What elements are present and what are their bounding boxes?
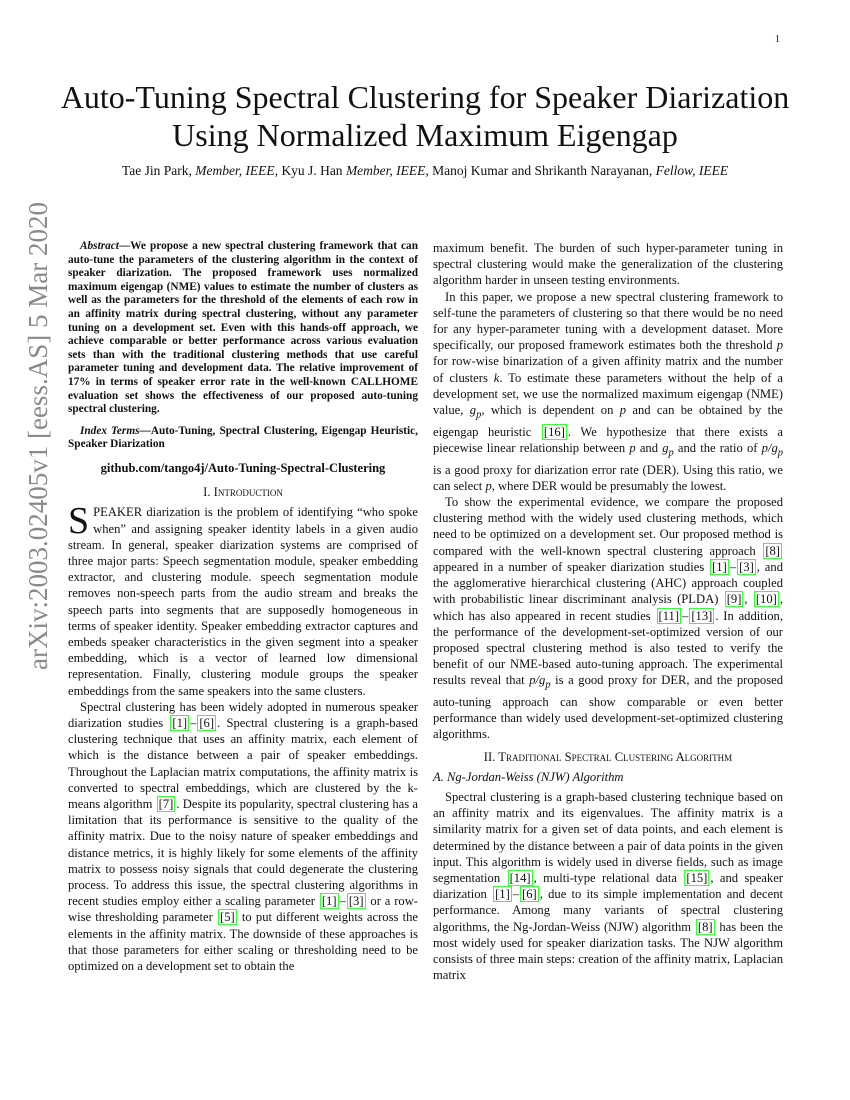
intro-paragraph-2 <box>68 699 418 974</box>
text-run: , which is dependent on <box>481 403 620 418</box>
drop-cap: S <box>68 500 90 543</box>
citation-link[interactable]: [5] <box>220 910 235 925</box>
text-run: has been the most widely used for speaker diarization tasks. The NJW algorithm consists of three main steps: creation of the affinity matrix, Laplacian matrix <box>433 919 783 983</box>
author-3: , Manoj Kumar and Shrikanth Narayanan, <box>425 163 656 178</box>
intro-paragraph-4 <box>433 289 783 494</box>
math-sub-p: p <box>476 409 482 421</box>
intro-paragraph-3: maximum benefit. The burden of such hyper-parameter tuning in spectral clustering would make the generalization of the clustering algorithm harder in unseen testing environments. <box>433 241 783 288</box>
citation-link[interactable]: [7] <box>158 796 174 811</box>
citation-link[interactable]: [3] <box>348 894 364 909</box>
author-1: Tae Jin Park, <box>121 163 196 178</box>
text-run: appeared in a number of speaker diarization studies <box>433 559 710 574</box>
text-run: – <box>682 608 689 623</box>
citation-link[interactable]: [8] <box>697 919 713 934</box>
text-run: – <box>339 894 346 909</box>
paper-title: Auto-Tuning Spectral Clustering for Speaker Diarization Using Normalized Maximum Eigengap <box>60 79 790 153</box>
citation-link[interactable]: [16] <box>543 424 565 439</box>
index-terms-text: —Auto-Tuning, Spectral Clustering, Eigengap Heuristic, Speaker Diarization <box>68 424 418 451</box>
math-p: p <box>485 478 492 493</box>
math-sub-p: p <box>668 447 674 459</box>
subsection-heading-njw: A. Ng-Jordan-Weiss (NJW) Algorithm <box>433 769 624 784</box>
text-run: Spectral clustering has been widely adopted in numerous speaker diarization studies <box>68 699 418 730</box>
text-run: . Spectral clustering is a graph-based clustering technique that uses an affinity matrix, each element of which is the distance between a pair of speaker embeddings. Throughout the Laplacian matrix computations, the affinity matrix is converted to spectral embeddings, which are clustered by the k-means algorithm <box>68 715 418 811</box>
text-run: , and the agglomerative hierarchical clustering (AHC) approach coupled with probabilistic linear discriminant analysis (PLDA) <box>433 559 783 607</box>
text-run: for row-wise binarization of a given affinity matrix and the number of clusters <box>433 354 783 385</box>
citation-link[interactable]: [1] <box>172 715 188 730</box>
author-2-role: Member, IEEE <box>345 163 426 178</box>
text-run: To show the experimental evidence, we compare the proposed clustering method with the widely used clustering methods, which need to be optimized on a development set. Our proposed method is compared with the well-known spectral clustering approach <box>433 495 783 558</box>
math-sub-p: p <box>777 447 784 459</box>
section-heading-introduction: I. Introduction <box>203 485 283 500</box>
citation-link[interactable]: [13] <box>691 608 713 623</box>
njw-paragraph-1 <box>433 789 783 983</box>
citation-link[interactable]: [9] <box>726 592 742 607</box>
citation-link[interactable]: [10] <box>755 592 777 607</box>
text-run: and <box>635 440 663 455</box>
text-run: to put different weights across the elements in the affinity matrix. The downside of these approaches is that those parameters for either scaling or thresholding need to be optimized on a development set to obtain the <box>68 910 418 973</box>
index-terms-lead: Index Terms <box>80 424 140 437</box>
citation-link[interactable]: [1] <box>712 559 727 574</box>
text-run: , where DER would be presumably the lowest. <box>491 478 727 493</box>
text-run: . To estimate these parameters without the help of a development set, we use the normalized maximum eigengap (NME) value, <box>433 370 783 418</box>
author-2: , Kyu J. Han <box>274 163 346 178</box>
index-terms <box>68 425 418 452</box>
text-run: . We hypothesize that there exists a piecewise linear relationship between <box>433 424 783 455</box>
text-run: is a good proxy for diarization error rate (DER). Using this ratio, we can select <box>433 462 783 493</box>
citation-link[interactable]: [1] <box>321 894 337 909</box>
section-heading-traditional: II. Traditional Spectral Clustering Algorithm <box>483 749 733 764</box>
math-g: g <box>662 440 669 455</box>
citation-link[interactable]: [6] <box>199 715 215 730</box>
math-k: k <box>493 370 500 385</box>
math-p: p <box>629 440 636 455</box>
text-run: , which has also appeared in recent studies <box>433 592 783 623</box>
math-sub-p: p <box>545 679 551 691</box>
text-run: , multi-type relational data <box>533 871 684 886</box>
text-run: – <box>512 887 520 902</box>
citation-link[interactable]: [8] <box>765 543 780 558</box>
text-run: . Despite its popularity, spectral clustering has a limitation that its performance is sensitive to the quality of the affinity matrix. Due to the noisy nature of speaker embeddings and distance metrics, it is highly likely for some elements of the affinity matrix to possess noisy signals that could degenerate the clustering process. To address this issue, the spectral clustering algorithms in recent studies employ either a scaling parameter <box>68 796 418 909</box>
math-ratio: p/g <box>761 440 778 455</box>
math-p: p <box>776 338 783 353</box>
text-run: or a row-wise thresholding parameter <box>68 894 418 925</box>
page-number: 1 <box>775 34 780 45</box>
math-p: p <box>619 403 627 418</box>
abstract-lead: Abstract <box>80 240 119 252</box>
text-run: and the ratio of <box>673 440 762 455</box>
github-link[interactable]: github.com/tango4j/Auto-Tuning-Spectral-Clustering <box>100 460 386 475</box>
intro-p1-text: PEAKER diarization is the problem of identifying “who spoke when” and assigning speaker identity labels in a given audio stream. In general, speaker diarization systems are comprised of three major parts: Speech segmentation module, speaker embedding extractor, and clustering module. speech segmentation module removes non-speech parts from the audio stream and breaks the speech parts into segments that are supposedly homogeneous in terms of speaker identity. Speaker embedding extractor captures and embeds speaker characteristics in the given segment into a speaker embedding, which is a vector of learned low dimensional representation. Finally, clustering module groups the speaker embeddings from the same speakers into the same clusters. <box>68 505 418 698</box>
intro-paragraph-1 <box>68 500 418 698</box>
text-run: , and speaker diarization <box>433 871 783 902</box>
author-3-role: Fellow, IEEE <box>655 163 729 178</box>
citation-link[interactable]: [3] <box>739 559 754 574</box>
citation-link[interactable]: [1] <box>495 887 510 902</box>
right-column <box>433 240 783 983</box>
abstract <box>68 240 418 417</box>
arxiv-stamp: arXiv:2003.02405v1 [eess.AS] 5 Mar 2020 <box>23 202 53 670</box>
text-run: – <box>729 559 737 574</box>
math-ratio: p/g <box>529 673 546 688</box>
text-run: and can be obtained by the eigengap heuristic <box>433 403 783 439</box>
citation-link[interactable]: [11] <box>658 608 680 623</box>
text-run: , due to its simple implementation and decent performance. Among many variants of spectral clustering algorithms, the Ng-Jordan-Weiss (NJW) algorithm <box>433 887 783 934</box>
citation-link[interactable]: [15] <box>686 871 708 886</box>
abstract-text: —We propose a new spectral clustering framework that can auto-tune the parameters of the clustering algorithm in the context of speaker diarization. The proposed framework uses normalized maximum eigengap (NME) values to estimate the number of clusters as well as the parameters for the threshold of the elements of each row in an affinity matrix during spectral clustering, without any parameter tuning on a development set. Even with this hands-off approach, we achieve comparable or better performance across various evaluation sets than with the traditional clustering methods that use careful parameter tuning and development data. The relative improvement of 17% in terms of speaker error rate in the well-known CALLHOME evaluation set shows the effectiveness of our proposed auto-tuning spectral clustering. <box>68 240 418 416</box>
citation-link[interactable]: [14] <box>509 871 531 886</box>
author-line <box>60 163 790 179</box>
text-run: – <box>190 715 197 730</box>
author-1-role: Member, IEEE <box>195 163 275 178</box>
left-column <box>68 240 418 974</box>
citation-link[interactable]: [6] <box>522 887 537 902</box>
text-run: , <box>744 592 753 607</box>
math-g: g <box>469 403 477 418</box>
intro-paragraph-5 <box>433 494 783 743</box>
text-run: . In addition, the performance of the development-set-optimized version of our proposed spectral clustering method is also tested to verify the benefit of our NME-based auto-tuning approach. The experimental results reveal that <box>433 608 783 688</box>
text-run: In this paper, we propose a new spectral clustering framework to self-tune the parameters of clustering so that there would be no need for any hyper-parameter tuning with a development dataset. More specifically, our proposed framework estimates both the threshold <box>433 289 783 353</box>
text-run: Spectral clustering is a graph-based clustering technique based on an affinity matrix and its eigenvalues. The affinity matrix is a similarity matrix for a given set of data points, and each element is determined by the distance between a pair of data points in the given input. This algorithm is widely used in diverse fields, such as image segmentation <box>433 790 783 886</box>
text-run: is a good proxy for DER, and the proposed auto-tuning approach can show comparable or even better performance than widely used development-set-optimized clustering algorithms. <box>433 673 783 742</box>
